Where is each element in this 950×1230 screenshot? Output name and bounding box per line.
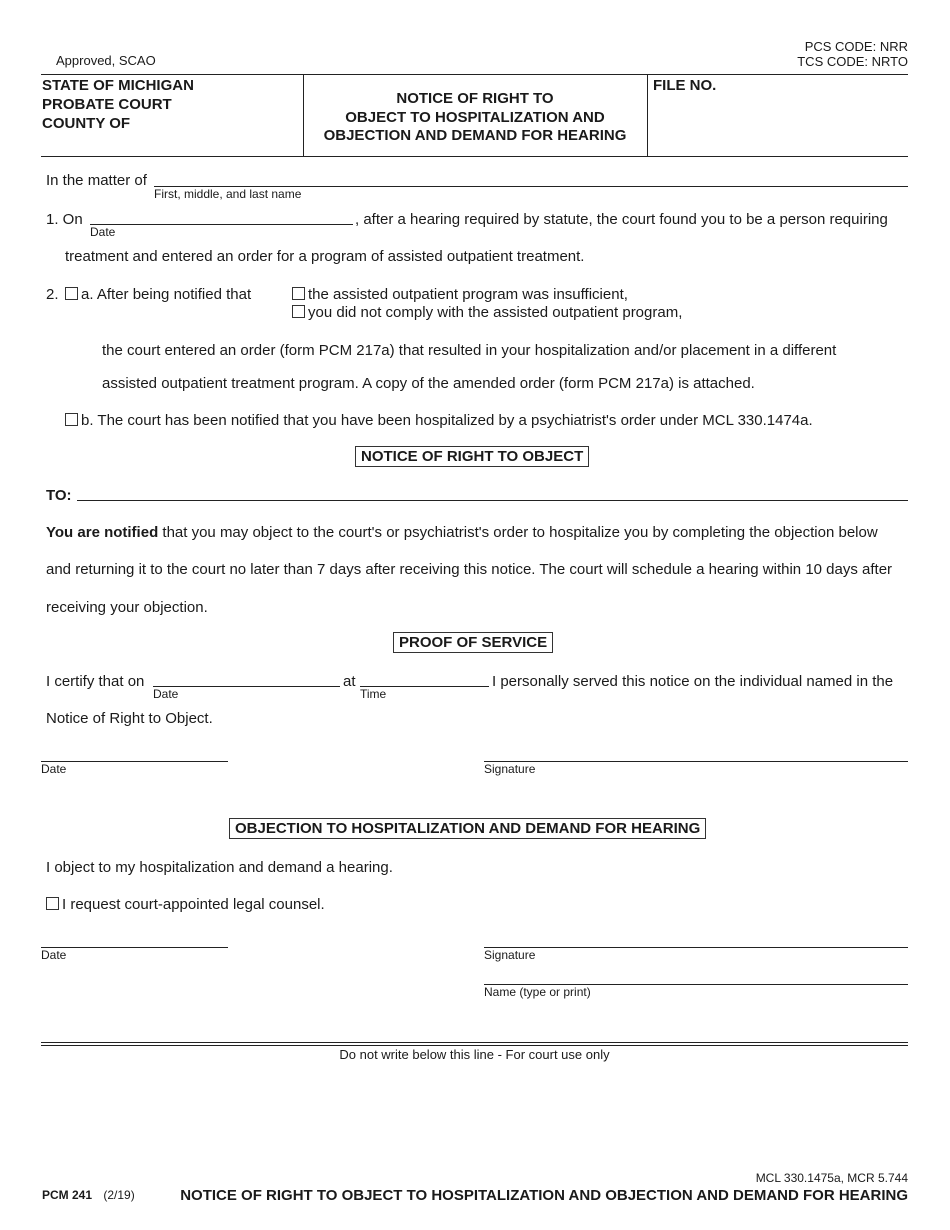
objection-date-field[interactable] — [41, 947, 228, 948]
footer-revision: (2/19) — [103, 1188, 135, 1202]
form-title-line-3: OBJECTION AND DEMAND FOR HEARING — [323, 127, 627, 144]
objection-signature-field[interactable] — [484, 947, 908, 948]
objection-heading: OBJECTION TO HOSPITALIZATION AND DEMAND FOR HEARING — [229, 818, 706, 839]
item1-date-field[interactable] — [90, 224, 353, 225]
objection-name-label: Name (type or print) — [484, 985, 591, 999]
item2b-row — [65, 412, 813, 429]
item2b-label: b. The court has been notified that you have been hospitalized by a psychiatrist's order under MCL 330.1474a. — [81, 412, 813, 429]
item2a-option-2 — [292, 304, 682, 321]
notice-paragraph-line-1 — [46, 524, 878, 541]
proof-date-field[interactable] — [153, 686, 340, 687]
proof-signature-date-label: Date — [41, 762, 67, 776]
item2a-continuation-2: assisted outpatient treatment program. A copy of the amended order (form PCM 217a) is attached. — [102, 375, 755, 392]
court-use-rule-bottom — [41, 1045, 908, 1046]
pcs-code: PCS CODE: NRR — [804, 39, 908, 54]
proof-signature-field[interactable] — [484, 761, 908, 762]
proof-date-sublabel: Date — [153, 687, 179, 701]
item2-number: 2. — [46, 286, 59, 303]
proof-signature-label: Signature — [484, 762, 536, 776]
item1-text-b: treatment and entered an order for a program of assisted outpatient treatment. — [65, 248, 585, 265]
option-noncomply-label: you did not comply with the assisted outpatient program, — [308, 304, 683, 321]
served-text: I personally served this notice on the individual named in the — [492, 673, 894, 690]
notice-line-1-text: that you may object to the court's or psychiatrist's order to hospitalize you by completing the objection below — [158, 524, 878, 541]
file-no-field[interactable] — [648, 95, 907, 155]
notice-paragraph-line-3: receiving your objection. — [46, 599, 208, 616]
notified-bold: You are notified — [46, 524, 159, 541]
certify-label: I certify that on — [46, 673, 145, 690]
to-label: TO: — [46, 487, 72, 504]
header-top-rule — [41, 74, 908, 75]
insufficient-checkbox[interactable] — [292, 287, 305, 300]
footer-authority: MCL 330.1475a, MCR 5.744 — [755, 1171, 908, 1185]
footer-title: NOTICE OF RIGHT TO OBJECT TO HOSPITALIZATION AND OBJECTION AND DEMAND FOR HEARING — [180, 1187, 908, 1204]
item2b-checkbox[interactable] — [65, 413, 78, 426]
item1-date-sublabel: Date — [90, 225, 116, 239]
counsel-row — [46, 896, 325, 913]
header-bottom-rule — [41, 156, 908, 157]
notice-of-right-text: Notice of Right to Object. — [46, 710, 213, 727]
proof-time-sublabel: Time — [360, 687, 387, 701]
objection-date-label: Date — [41, 948, 67, 962]
tcs-code: TCS CODE: NRTO — [797, 54, 908, 69]
counsel-label: I request court-appointed legal counsel. — [62, 896, 325, 913]
item2a-row — [65, 286, 251, 303]
proof-heading: PROOF OF SERVICE — [393, 632, 553, 653]
at-label: at — [343, 673, 356, 690]
objection-signature-label: Signature — [484, 948, 536, 962]
item1-number: 1. On — [46, 211, 83, 228]
matter-name-sublabel: First, middle, and last name — [154, 187, 302, 201]
form-title-line-1: NOTICE OF RIGHT TO — [396, 90, 554, 107]
notice-heading: NOTICE OF RIGHT TO OBJECT — [355, 446, 589, 467]
court-use-rule-top — [41, 1042, 908, 1043]
item1-text-a: , after a hearing required by statute, the court found you to be a person requiring — [355, 211, 888, 228]
matter-label: In the matter of — [46, 172, 147, 189]
to-field[interactable] — [77, 500, 908, 501]
court-line-county: COUNTY OF — [42, 115, 131, 132]
item2a-continuation-1: the court entered an order (form PCM 217a) that resulted in your hospitalization and/or placement in a different — [102, 342, 837, 359]
court-line-court: PROBATE COURT — [42, 96, 172, 113]
file-no-label: FILE NO. — [653, 77, 717, 94]
option-insufficient-label: the assisted outpatient program was insufficient, — [308, 286, 628, 303]
court-line-state: STATE OF MICHIGAN — [42, 77, 194, 94]
did-not-comply-checkbox[interactable] — [292, 305, 305, 318]
item2a-option-1 — [292, 286, 628, 303]
footer-form-id: PCM 241 — [42, 1188, 93, 1202]
court-use-notice: Do not write below this line - For court use only — [339, 1047, 610, 1062]
item2a-label: a. After being notified that — [81, 286, 252, 303]
notice-paragraph-line-2: and returning it to the court no later than 7 days after receiving this notice. The court will schedule a hearing within 10 days after — [46, 561, 893, 578]
item2a-checkbox[interactable] — [65, 287, 78, 300]
proof-signature-date-field[interactable] — [41, 761, 228, 762]
objection-statement: I object to my hospitalization and demand a hearing. — [46, 859, 393, 876]
form-title-line-2: OBJECT TO HOSPITALIZATION AND — [345, 109, 605, 126]
footer-form-id-row — [42, 1188, 135, 1202]
counsel-checkbox[interactable] — [46, 897, 59, 910]
approved-label: Approved, SCAO — [56, 53, 156, 68]
